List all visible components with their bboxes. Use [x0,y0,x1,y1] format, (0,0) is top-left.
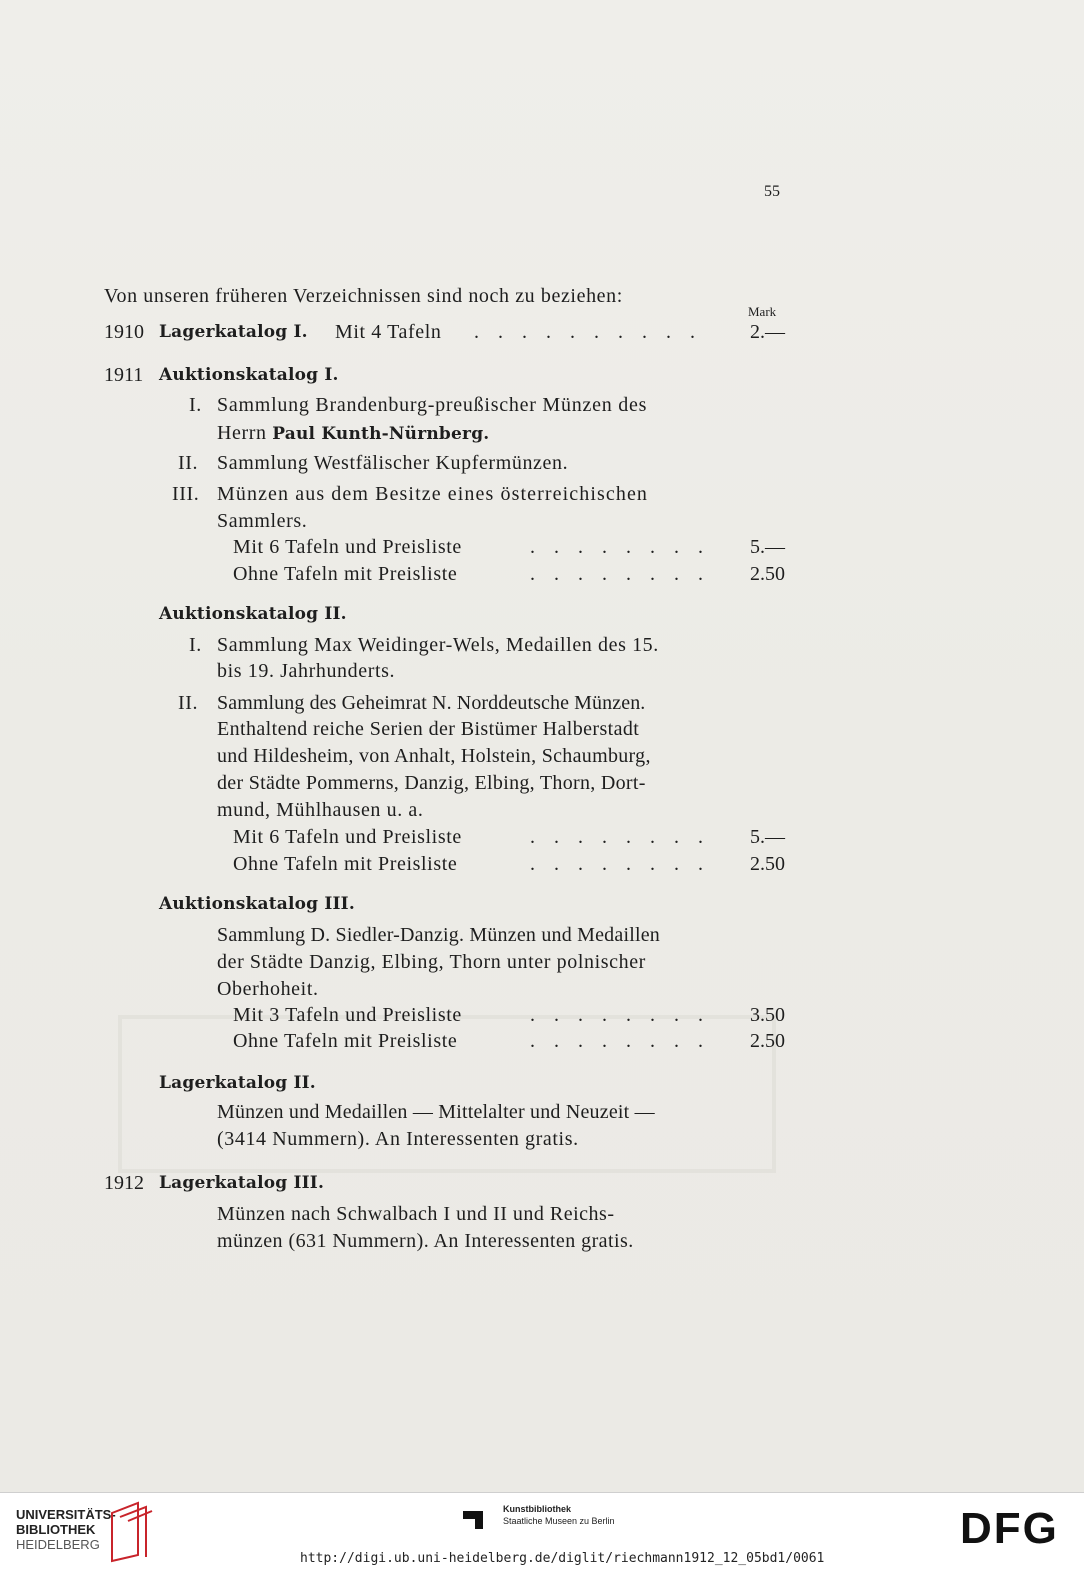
auk2-item2-line3: und Hildesheim, von Anhalt, Holstein, Schaumburg, [217,745,651,767]
auk2-price-without: 2.50 [750,853,785,875]
permalink-url[interactable]: http://digi.ub.uni-heidelberg.de/diglit/riechmann1912_12_05bd1/0061 [300,1551,825,1566]
auk2-item2-line2: Enthaltend reiche Serien der Bistümer Halberstadt [217,718,640,740]
entry-1910-year: 1910 [104,321,144,343]
library-line2: BIBLIOTHEK [16,1522,96,1537]
auk2-item2-line4: der Städte Pommerns, Danzig, Elbing, Thorn, Dort- [217,772,646,794]
auk1-price-with: 5.— [750,536,785,558]
auk1-item1-line2 [217,420,489,447]
auk1-price-without-dots: . . . . . . . . [530,563,710,585]
auk3-price-with: 3.50 [750,1004,785,1026]
lag3-line2: münzen (631 Nummern). An Interessenten gratis. [217,1230,634,1252]
auk3-price-without-label: Ohne Tafeln mit Preisliste [233,1030,458,1052]
auk1-item3-line1: Münzen aus dem Besitze eines österreichischen [217,483,649,505]
library-logo-icon [108,1499,154,1563]
entry-1911-year: 1911 [104,364,144,386]
entry-1910-price: 2.— [750,321,785,343]
auk1-price-without-label: Ohne Tafeln mit Preisliste [233,563,458,585]
auk1-item2-num: II. [178,452,199,474]
auk2-item1-line2: bis 19. Jahrhunderts. [217,660,396,682]
price-column-header: Mark [748,304,777,319]
library-line3: HEIDELBERG [16,1537,100,1552]
auk1-price-with-label: Mit 6 Tafeln und Preisliste [233,536,462,558]
auk1-item2-line1: Sammlung Westfälischer Kupfermünzen. [217,452,569,474]
auk2-price-with-dots: . . . . . . . . [530,826,710,848]
entry-1912-title: Lagerkatalog III. [159,1173,325,1193]
museum-name [503,1503,615,1527]
auk1-item1-collector: Paul Kunth-Nürnberg. [272,424,490,444]
lag3-line1: Münzen nach Schwalbach I und II und Reichs- [217,1203,615,1225]
entry-1911-title: Auktionskatalog I. [159,365,339,385]
library-line1: UNIVERSITÄTS- [16,1507,116,1522]
auk2-item2-line5: mund, Mühlhausen u. a. [217,799,424,821]
auk2-price-without-dots: . . . . . . . . [530,853,710,875]
auk2-price-without-label: Ohne Tafeln mit Preisliste [233,853,458,875]
auk2-title: Auktionskatalog II. [159,604,347,624]
auk1-price-without: 2.50 [750,563,785,585]
page-number: 55 [764,183,780,200]
auk1-item3-line2: Sammlers. [217,510,308,532]
auk2-item2-line1: Sammlung des Geheimrat N. Norddeutsche Münzen. [217,692,646,714]
auk2-item1-num: I. [189,634,202,656]
auk3-line2: der Städte Danzig, Elbing, Thorn unter polnischer [217,951,646,973]
dfg-logo: DFG [960,1504,1059,1553]
auk1-item3-num: III. [172,483,200,505]
auk1-item1-line2-text: Herrn [217,422,273,444]
auk1-item1-line1: Sammlung Brandenburg-preußischer Münzen des [217,394,648,416]
auk3-price-with-label: Mit 3 Tafeln und Preisliste [233,1004,462,1026]
entry-1910-desc: Mit 4 Tafeln [335,321,442,343]
auk3-line1: Sammlung D. Siedler-Danzig. Münzen und Medaillen [217,924,660,946]
entry-1910-title: Lagerkatalog I. [159,322,308,342]
auk3-price-with-dots: . . . . . . . . [530,1004,710,1026]
auk1-item1-num: I. [189,394,202,416]
auk2-item2-num: II. [178,692,199,714]
entry-1912-year: 1912 [104,1172,144,1194]
auk2-price-with: 5.— [750,826,785,848]
auk3-price-without: 2.50 [750,1030,785,1052]
museum-logo-icon [461,1507,495,1533]
intro-line: Von unseren früheren Verzeichnissen sind noch zu beziehen: [104,285,623,307]
entry-1910-dot-leader: . . . . . . . . . . [474,321,702,343]
auk3-line3: Oberhoheit. [217,978,319,1000]
library-name [16,1507,116,1552]
auk3-title: Auktionskatalog III. [159,894,355,914]
museum-line1: Kunstbibliothek [503,1504,571,1514]
lag2-title: Lagerkatalog II. [159,1073,316,1093]
auk2-price-with-label: Mit 6 Tafeln und Preisliste [233,826,462,848]
museum-line2: Staatliche Museen zu Berlin [503,1516,615,1526]
auk1-price-with-dots: . . . . . . . . [530,536,710,558]
lag2-line2: (3414 Nummern). An Interessenten gratis. [217,1128,579,1150]
lag2-line1: Münzen und Medaillen — Mittelalter und Neuzeit — [217,1101,655,1123]
digitization-footer [0,1492,1084,1575]
auk3-price-without-dots: . . . . . . . . [530,1030,710,1052]
auk2-item1-line1: Sammlung Max Weidinger-Wels, Medaillen des 15. [217,634,659,656]
